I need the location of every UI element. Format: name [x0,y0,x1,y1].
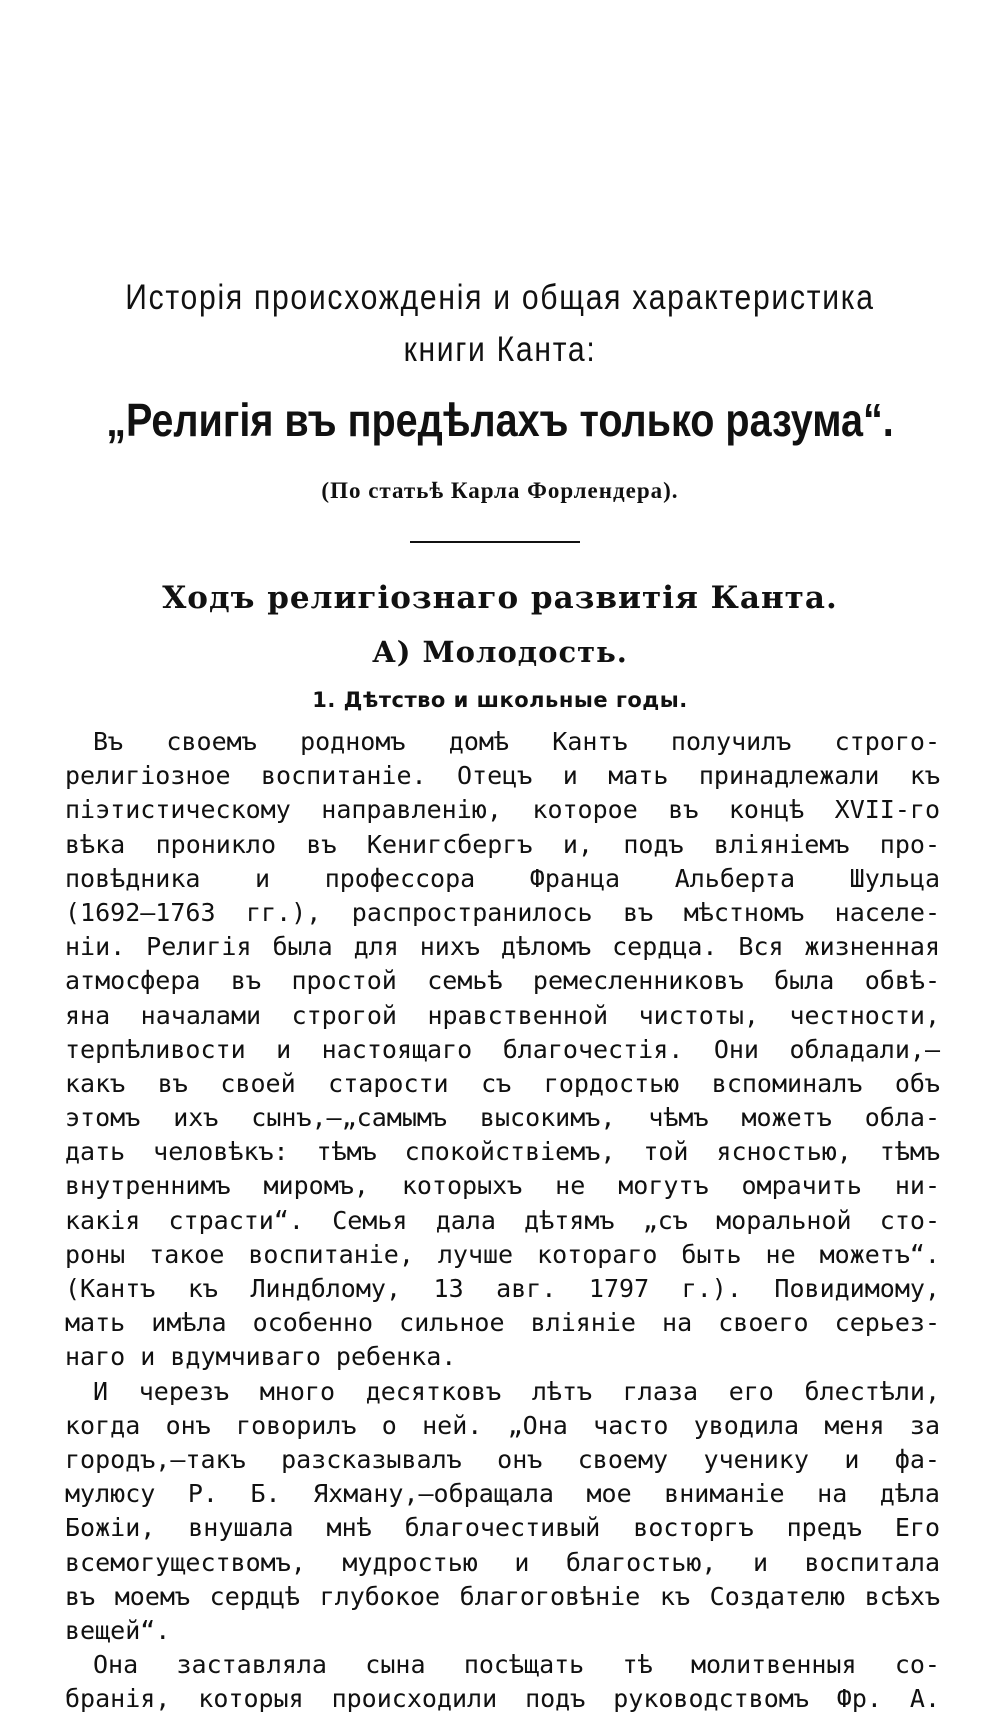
text-line: (1692—1763 гг.), распространилось въ мѣстномъ населе- [65,897,940,927]
text-line: этомъ ихъ сынъ,—„самымъ высокимъ, чѣмъ можетъ обла- [65,1103,940,1133]
text-line: Въ своемъ родномъ домѣ Кантъ получилъ строго- [93,727,940,756]
text-line: какъ въ своей старости съ гордостью вспоминалъ объ [65,1068,940,1098]
body-text [65,725,940,1716]
section-heading: Ходъ религіознаго развитія Канта. [162,580,838,616]
text-line: мулюсу Р. Б. Яхману,—обращала мое вниманіе на дѣла [65,1479,940,1509]
subsection-heading: А) Молодость. [372,635,628,669]
text-line: Божіи, внушала мнѣ благочестивый восторгъ предъ Его [65,1513,940,1543]
text-line: какія страсти“. Семья дала дѣтямъ „съ моральной сто- [65,1205,940,1235]
title-line-2: книги Канта: [403,330,597,369]
text-line: мать имѣла особенно сильное вліяніе на своего серьез- [65,1308,940,1338]
text-line: атмосфера въ простой семьѣ ремесленниковъ была обвѣ- [65,966,940,996]
text-line: въ моемъ сердцѣ глубокое благоговѣніе къ Создателю всѣхъ [65,1581,940,1611]
text-line: дать человѣкъ: тѣмъ спокойствіемъ, той ясностью, тѣмъ [65,1137,940,1167]
paragraph-2 [65,1375,940,1649]
text-line: повѣдника и профессора Франца Альберта Шульца [65,863,940,893]
paragraph-1 [65,725,940,1375]
text-line: Она заставляла сына посѣщать тѣ молитвенныя со- [93,1650,940,1680]
text-line: всемогуществомъ, мудростью и благостью, и воспитала [65,1547,940,1577]
text-line: вещей“. [65,1615,171,1645]
text-line: вѣка проникло въ Кенигсбергъ и, подъ вліяніемъ про- [65,829,940,859]
text-line: яна началами строгой нравственной чистоты, честности, [65,1000,940,1030]
text-line: бранія, которыя происходили подъ руководствомъ Фр. А. [65,1684,940,1714]
text-line: терпѣливости и настоящаго благочестія. Они обладали,— [65,1034,940,1064]
text-line: внутреннимъ миромъ, которыхъ не могутъ омрачить ни- [65,1171,940,1201]
text-line: когда онъ говорилъ о ней. „Она часто уводила меня за [65,1410,940,1440]
title-line-4: (По статьѣ Карла Форлендера). [321,478,679,503]
text-line: городъ,—такъ разсказывалъ онъ своему ученику и фа- [65,1444,940,1474]
text-line: ніи. Религія была для нихъ дѣломъ сердца. Вся жизненная [65,932,940,962]
text-line: роны такое воспитаніе, лучше котораго быть не можетъ“. [65,1239,940,1269]
text-line: піэтистическому направленію, которое въ концѣ XVII-го [65,795,940,825]
title-line-3: „Религія въ предѣлахъ только разума“. [106,394,894,446]
text-line: религіозное воспитаніе. Отецъ и мать принадлежали къ [65,761,940,791]
title-line-1: Исторія происхожденія и общая характеристика [125,278,875,317]
text-line: И черезъ много десятковъ лѣтъ глаза его блестѣли, [93,1376,940,1406]
subsubsection-heading: 1. Дѣтство и школьные годы. [312,688,688,712]
text-line: (Кантъ къ Линдблому, 13 авг. 1797 г.). Повидимому, [65,1274,940,1303]
text-line: наго и вдумчиваго ребенка. [65,1342,457,1372]
title-divider [410,541,580,543]
paragraph-3 [65,1648,940,1716]
